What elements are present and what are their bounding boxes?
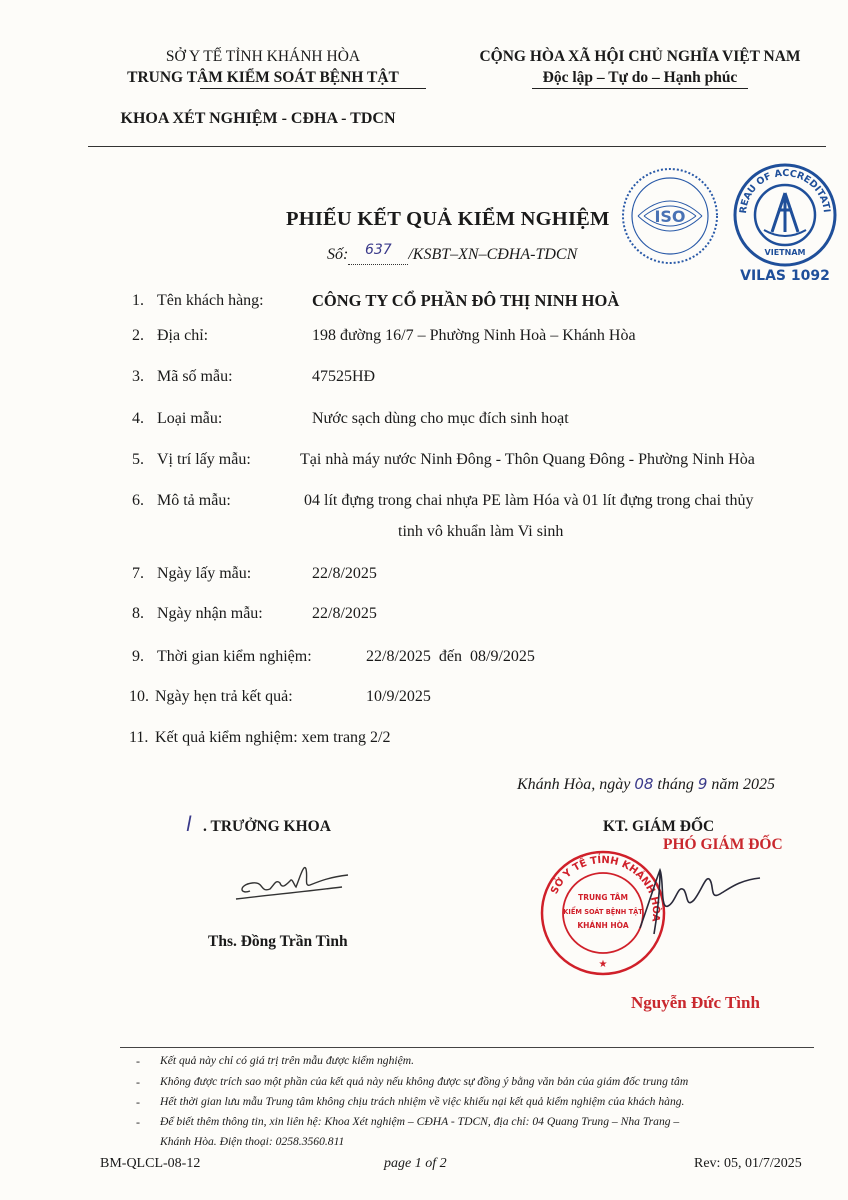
field-number: 5.: [132, 451, 144, 468]
field-label: Kết quả kiểm nghiệm: xem trang 2/2: [155, 729, 391, 746]
accreditation-ring-text: REAU OF ACCREDITATI: [737, 167, 832, 215]
date-day: 08: [634, 775, 654, 793]
date-line: [517, 775, 775, 794]
header-center-name: TRUNG TÂM KIỂM SOÁT BỆNH TẬT: [127, 69, 399, 86]
field-number: 10.: [129, 688, 149, 705]
field-label: Thời gian kiểm nghiệm:: [157, 648, 312, 665]
field-number: 7.: [132, 565, 144, 582]
return-date: 10/9/2025: [366, 688, 431, 705]
deputy-director-title: PHÓ GIÁM ĐỐC: [663, 836, 783, 853]
header-right-underline: [532, 88, 748, 89]
field-number: 9.: [132, 648, 144, 665]
field-number: 6.: [132, 492, 144, 509]
footer-note: Hết thời gian lưu mẫu Trung tâm không chịu trách nhiệm về việc khiếu nại kết quả kiểm nghiệm của khách hàng.: [160, 1095, 685, 1108]
date-month-word: tháng: [657, 776, 694, 793]
footer-note: Khánh Hòa. Điện thoại: 0258.3560.811: [160, 1135, 345, 1148]
page-indicator: page 1 of 2: [384, 1156, 447, 1171]
vilas-label: VILAS 1092: [740, 268, 830, 284]
field-label: Ngày nhận mẫu:: [157, 605, 263, 622]
footer-note: Không được trích sao một phần của kết quả này nếu không được sự đồng ý bằng văn bản của giám đốc trung tâm: [160, 1075, 689, 1088]
received-date: 22/8/2025: [312, 605, 377, 622]
right-signature: [630, 850, 770, 940]
header-ministry: SỞ Y TẾ TỈNH KHÁNH HÒA: [165, 48, 361, 65]
stamp-center-line2: KIỂM SOÁT BỆNH TẬT: [563, 908, 643, 916]
initial-mark: l: [186, 812, 192, 836]
form-code: BM-QLCL-08-12: [100, 1156, 201, 1171]
sampling-date: 22/8/2025: [312, 565, 377, 582]
sample-description-line1: 04 lít đựng trong chai nhựa PE làm Hóa và 01 lít đựng trong chai thủy: [304, 492, 754, 509]
deputy-director-name: Nguyễn Đức Tình: [631, 993, 760, 1012]
field-number: 1.: [132, 292, 144, 309]
accreditation-country: VIETNAM: [764, 248, 806, 257]
director-title: KT. GIÁM ĐỐC: [603, 818, 715, 835]
customer-address: 198 đường 16/7 – Phường Ninh Hoà – Khánh Hòa: [312, 327, 636, 344]
accreditation-logo: [730, 160, 840, 270]
head-of-department-name: Ths. Đồng Trần Tình: [208, 933, 348, 950]
date-year: năm 2025: [711, 776, 775, 793]
footer-note: Để biết thêm thông tin, xin liên hệ: Khoa Xét nghiệm – CĐHA - TDCN, địa chỉ: 04 Quang Trung – Nha Trang –: [160, 1115, 680, 1128]
field-label: Ngày hẹn trả kết quả:: [155, 688, 293, 705]
field-number: 8.: [132, 605, 144, 622]
doc-number-handwritten: 637: [364, 242, 392, 258]
header-left-underline: [200, 88, 426, 89]
field-number: 4.: [132, 410, 144, 427]
sample-description-line2: tinh vô khuẩn làm Vi sinh: [398, 523, 564, 540]
sampling-location: Tại nhà máy nước Ninh Đông - Thôn Quang Đông - Phường Ninh Hòa: [300, 451, 755, 468]
stamp-center-line3: KHÁNH HÒA: [577, 921, 629, 930]
sample-type: Nước sạch dùng cho mục đích sinh hoạt: [312, 410, 569, 427]
field-number: 2.: [132, 327, 144, 344]
doc-number-suffix: /KSBT–XN–CĐHA-TDCN: [408, 246, 578, 263]
customer-name: CÔNG TY CỔ PHẦN ĐÔ THỊ NINH HOÀ: [312, 291, 620, 310]
testing-period: 22/8/2025 đến 08/9/2025: [366, 648, 535, 665]
doc-number-prefix: Số:: [327, 246, 349, 263]
footer-divider: [120, 1047, 814, 1048]
field-label: Mã số mẫu:: [157, 368, 233, 385]
field-number: 3.: [132, 368, 144, 385]
field-label: Địa chỉ:: [157, 327, 209, 344]
field-label: Tên khách hàng:: [157, 292, 264, 309]
date-prefix: Khánh Hòa, ngày: [517, 776, 631, 793]
header-department: KHOA XÉT NGHIỆM - CĐHA - TDCN: [120, 110, 396, 127]
field-label: Ngày lấy mẫu:: [157, 565, 252, 582]
document-number: [327, 242, 578, 265]
head-of-department-title: . TRƯỞNG KHOA: [203, 818, 331, 835]
stamp-center-line1: TRUNG TÂM: [578, 893, 628, 902]
footer-note: Kết quả này chỉ có giá trị trên mẫu được kiểm nghiệm.: [160, 1054, 414, 1067]
field-label: Mô tả mẫu:: [157, 492, 231, 509]
revision-info: Rev: 05, 01/7/2025: [694, 1156, 802, 1171]
left-signature: [230, 855, 370, 915]
field-number: 11.: [129, 729, 149, 746]
iso-logo: [620, 166, 720, 266]
header-divider: [88, 146, 826, 147]
field-label: Vị trí lấy mẫu:: [157, 451, 251, 468]
svg-text:★: ★: [598, 959, 608, 970]
head-title-text: TRƯỞNG KHOA: [210, 818, 331, 835]
document-title: PHIẾU KẾT QUẢ KIỂM NGHIỆM: [286, 208, 610, 230]
field-label: Loại mẫu:: [157, 410, 223, 427]
sample-code: 47525HĐ: [312, 368, 376, 385]
date-month: 9: [697, 775, 708, 793]
iso-text: ISO: [654, 207, 686, 226]
header-motto: Độc lập – Tự do – Hạnh phúc: [542, 69, 738, 86]
header-republic: CỘNG HÒA XÃ HỘI CHỦ NGHĨA VIỆT NAM: [479, 48, 801, 65]
stamp-ring-text: SỞ Y TẾ TỈNH KHÁNH HÒA: [549, 854, 662, 923]
